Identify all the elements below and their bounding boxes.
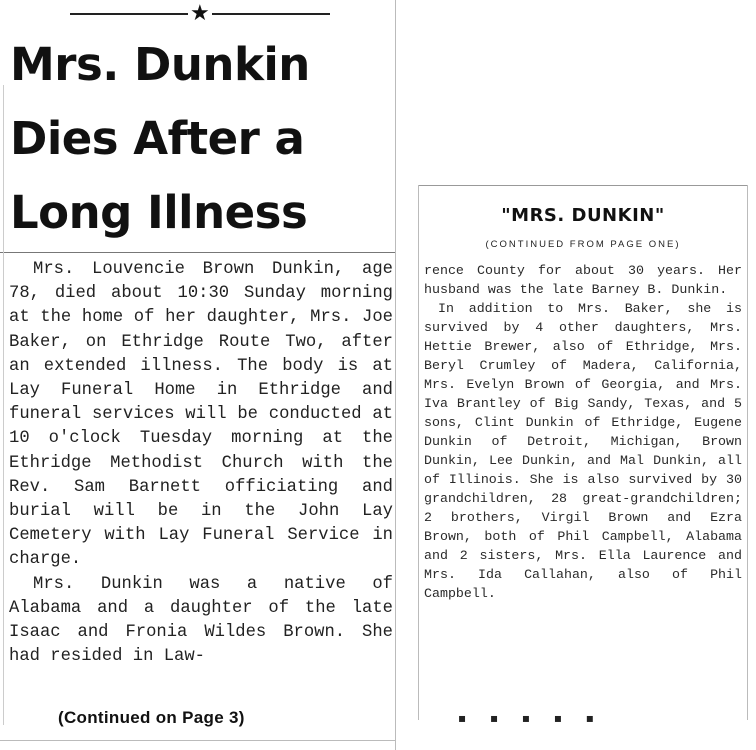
headline-line-2: Dies After a xyxy=(10,112,305,165)
continuation-frame-left xyxy=(418,185,419,720)
continuation-frame-right xyxy=(747,185,748,720)
headline xyxy=(10,28,390,250)
headline-line-1: Mrs. Dunkin xyxy=(10,38,310,91)
column-divider xyxy=(395,0,396,750)
star-ornament-icon: ★ xyxy=(190,1,210,26)
continuation-paragraph-2: In addition to Mrs. Baker, she is survived by 4 other daughters, Mrs. Hettie Brewer, also of Ethridge, Mrs. Beryl Crumley of Madera, California, Mrs. Evelyn Brown of Georgia, and Mrs. Iva Brantley of Big Sandy, Texas, and 5 sons, Clint Dunkin of Ethridge, Eugene Dunkin of Detroit, Michigan, Brown Dunkin, Lee Dunkin, and Mal Dunkin, all of Illinois. She is also survived by 30 grandchildren, 28 great-grandchildren; 2 brothers, Virgil Brown and Ezra Brown, both of Phil Campbell, Alabama and 2 sisters, Mrs. Ella Laurence and Mrs. Ida Callahan, also of Phil Campbell. xyxy=(424,301,742,601)
article-paragraph-1: Mrs. Louvencie Brown Dunkin, age 78, died about 10:30 Sunday morning at the home of her daughter, Mrs. Joe Baker, on Ethridge Route Two, after an extended illness. The body is at Lay Funeral Home in Ethridge and funeral services will be conducted at 10 o'clock Tuesday morning at the Ethridge Methodist Church with the Rev. Sam Barnett officiating and burial will be in the John Lay Cemetery with Lay Funeral Service in charge. xyxy=(9,260,393,570)
top-rule-left xyxy=(70,13,188,15)
continuation-article xyxy=(418,185,748,725)
continuation-paragraph-1: rence County for about 30 years. Her husband was the late Barney B. Dunkin. xyxy=(424,263,742,297)
article-paragraph-2: Mrs. Dunkin was a native of Alabama and a daughter of the late Isaac and Fronia Wildes Brown. She had resided in Law- xyxy=(9,574,393,667)
continuation-frame-top xyxy=(418,185,748,186)
left-edge-line xyxy=(3,85,4,725)
bottom-rule xyxy=(0,740,395,741)
article-body xyxy=(9,258,393,669)
end-marks: ▪ ▪ ▪ ▪ ▪ xyxy=(458,711,604,725)
continuation-title: "MRS. DUNKIN" xyxy=(501,205,665,226)
continued-on-label: (Continued on Page 3) xyxy=(58,708,245,727)
top-rule-right xyxy=(212,13,330,15)
headline-line-3: Long Illness xyxy=(10,186,308,239)
headline-divider xyxy=(0,252,395,253)
continuation-subtitle: (CONTINUED FROM PAGE ONE) xyxy=(485,239,681,250)
continuation-body xyxy=(424,261,742,603)
